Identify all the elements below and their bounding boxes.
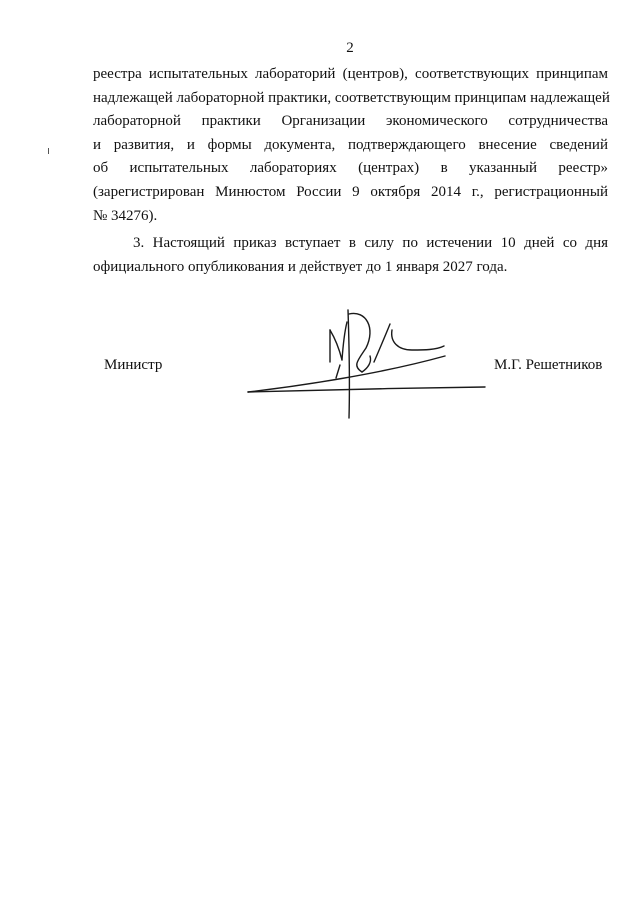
page-number: 2 <box>346 40 354 56</box>
text-line: № 34276). <box>93 207 158 224</box>
text-line: реестра испытательных лабораторий (центров), соответствующих принципам <box>93 66 608 82</box>
text-line: официального опубликования и действует до 1 января 2027 года. <box>93 258 508 275</box>
signatory-position: Министр <box>104 357 163 373</box>
text-line: и развития, и формы документа, подтверждающего внесение сведений <box>93 136 608 153</box>
document-body <box>93 63 608 279</box>
text-line: надлежащей лабораторной практики, соответствующим принципам надлежащей <box>93 89 610 106</box>
text-line: лабораторной практики Организации экономического сотрудничества <box>93 113 608 130</box>
text-line: (зарегистрирован Минюстом России 9 октября 2014 г., регистрационный <box>93 183 608 200</box>
paragraph-2 <box>93 232 608 279</box>
signatory-name: М.Г. Решетников <box>494 357 603 373</box>
text-line: об испытательных лабораториях (центрах) в указанный реестр» <box>93 160 608 177</box>
handwritten-signature <box>240 290 490 420</box>
paragraph-1 <box>93 63 608 228</box>
margin-mark <box>48 148 49 154</box>
text-line: 3. Настоящий приказ вступает в силу по истечении 10 дней со дня <box>133 235 608 252</box>
